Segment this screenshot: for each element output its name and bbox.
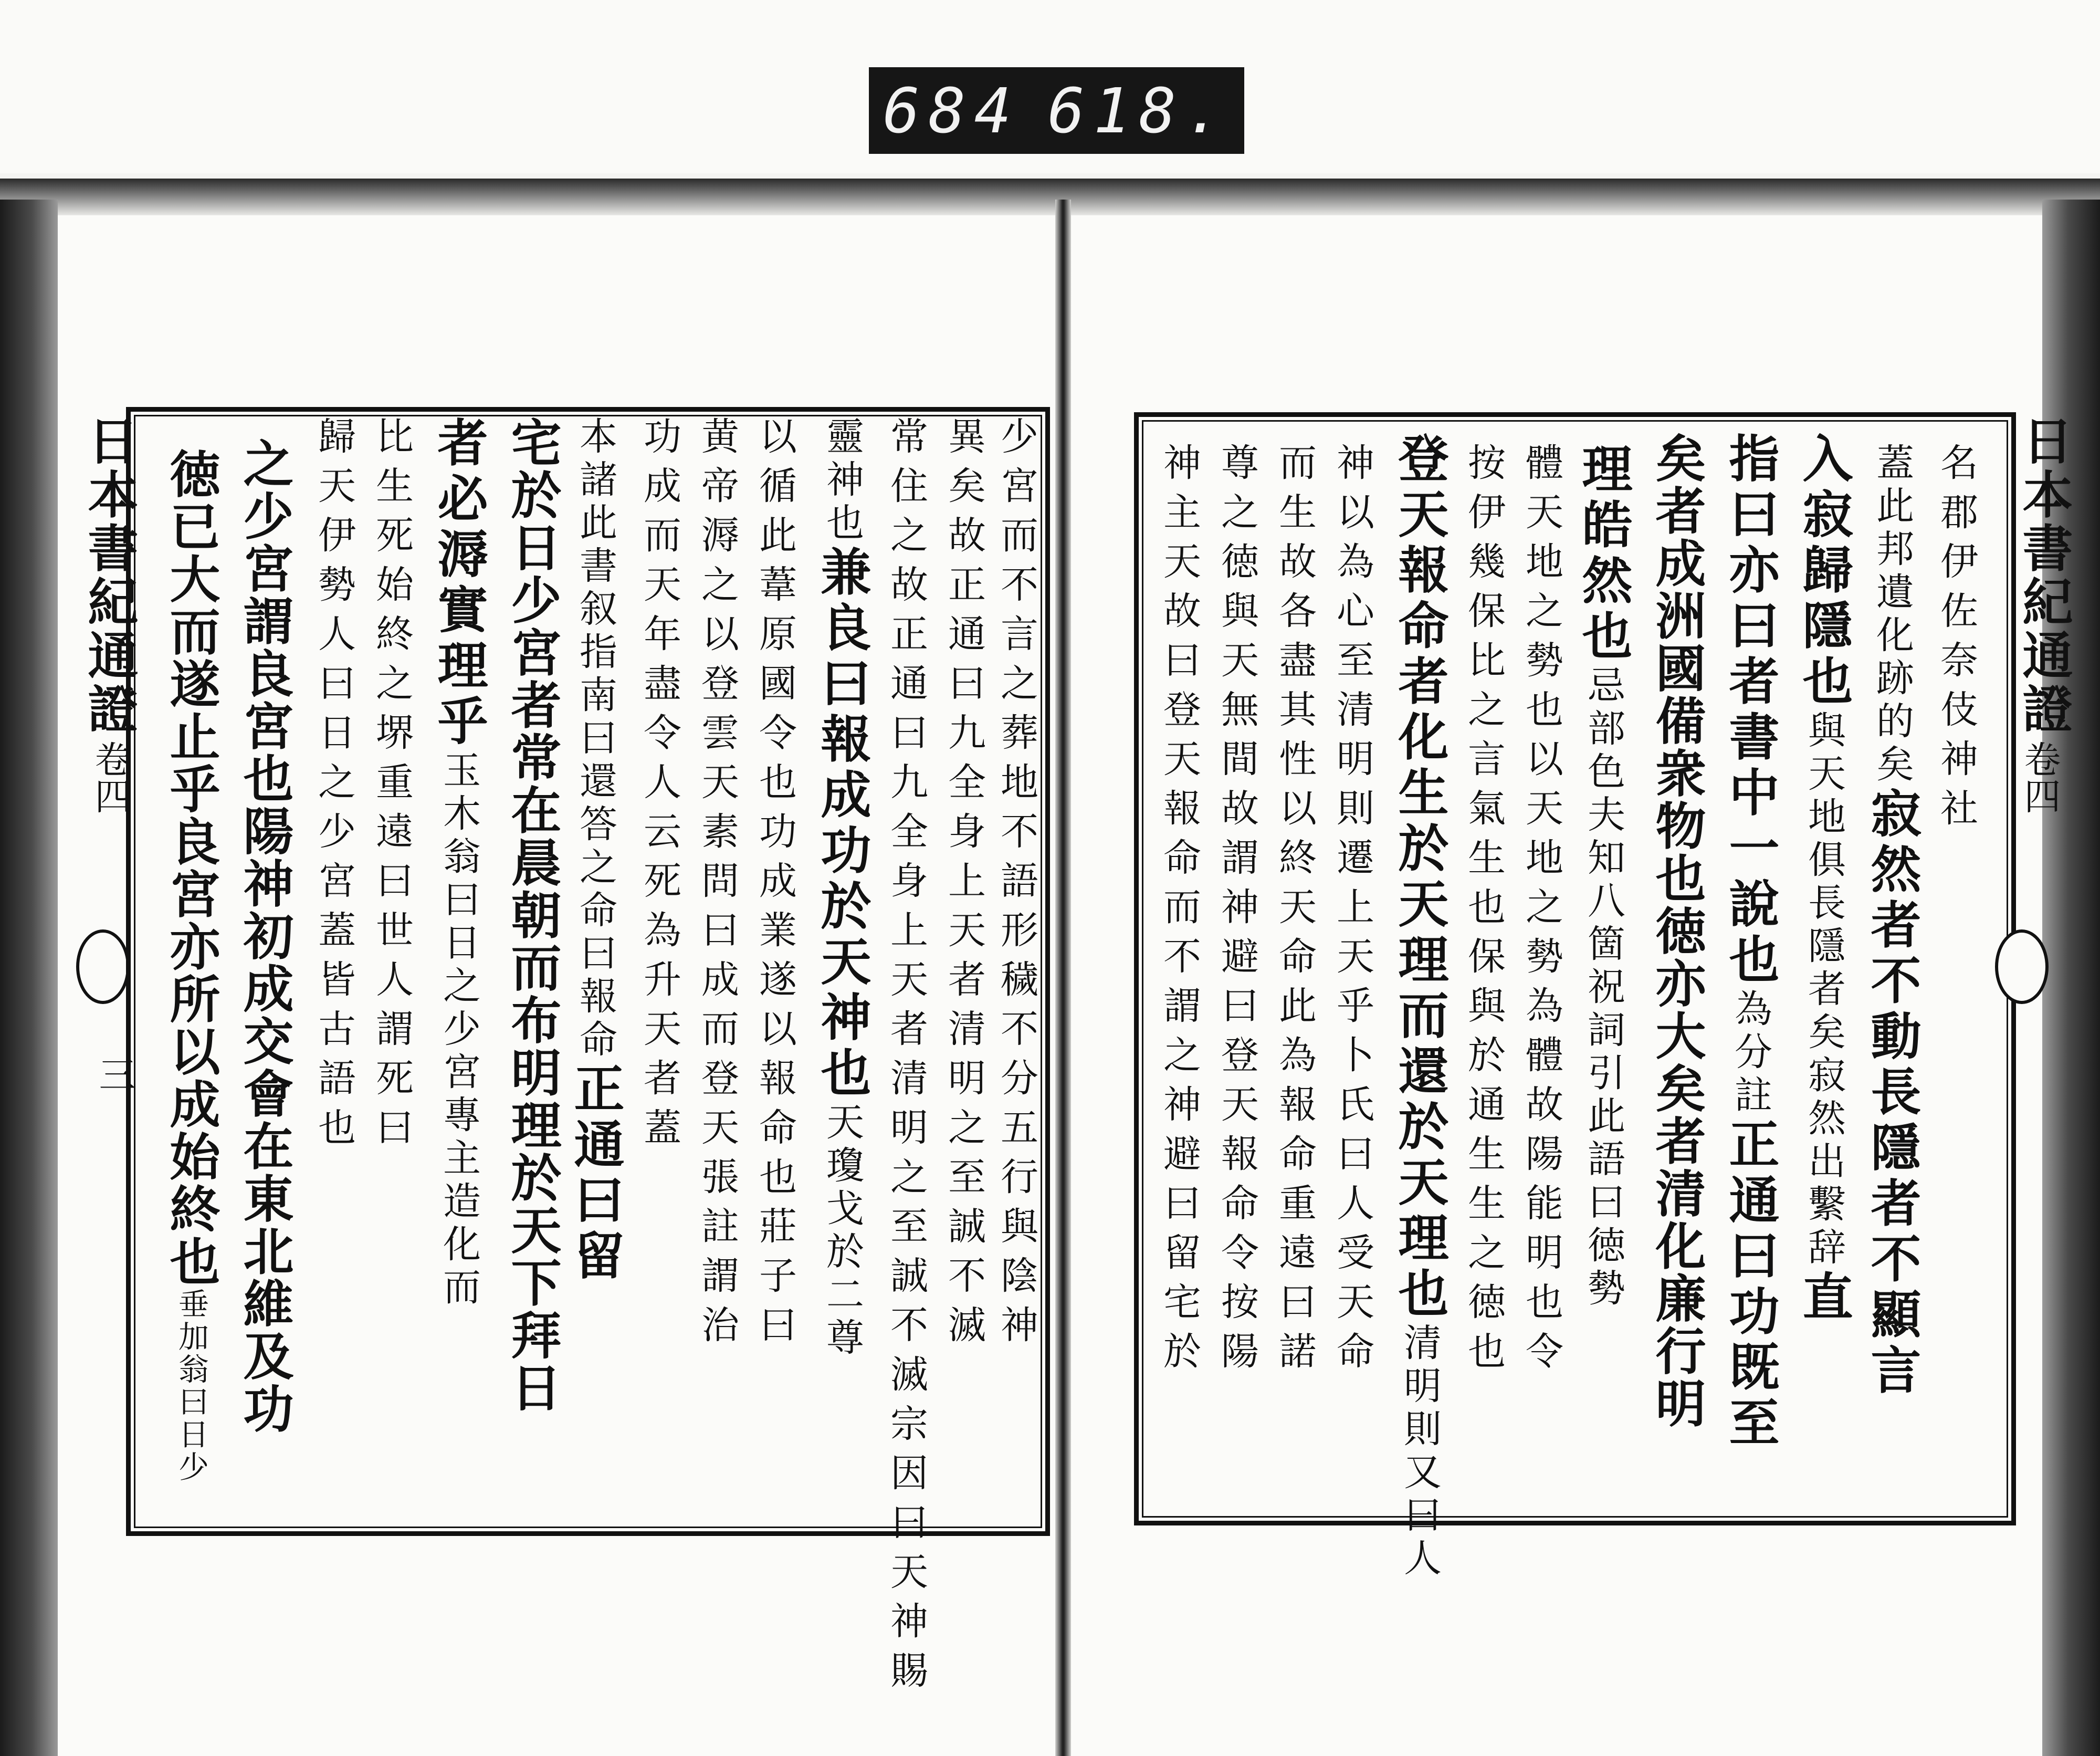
left-col-2: 之少宮謂良宮也陽神初成交會在東北維及功 — [235, 437, 295, 1435]
left-page — [58, 215, 1055, 1756]
right-col-5: 登天報命者化生於天理而還於天理也清明則又曰人 — [1390, 432, 1450, 1581]
left-col-8: 功成而天年盡令人云死為升天者蓋 — [637, 416, 681, 1157]
right-inner-frame — [1142, 420, 2008, 1581]
archive-number-right: 618. — [1047, 74, 1231, 147]
left-spine-title: 日本書紀通證 — [80, 415, 139, 736]
right-col-7: 體天地之勢也以天地之勢為體故陽能明也令 — [1519, 443, 1563, 1381]
right-col-9: 矣者成洲國備衆物也徳亦大矣者清化廉行明 — [1647, 432, 1707, 1430]
book-top-edge — [0, 179, 2100, 215]
left-col-1: 徳已大而遂止乎良宮亦所以成始終也垂加翁曰日少 — [162, 448, 221, 1483]
right-page — [1071, 215, 2074, 1756]
page-notch — [76, 929, 130, 1004]
right-text-frame — [1134, 412, 2016, 1581]
left-inner-frame — [134, 415, 1042, 1700]
right-col-8: 理皓然也忌部色夫知八箇祝詞引此語曰徳勢 — [1574, 443, 1633, 1311]
right-spine-volume: 卷四 — [2018, 740, 2061, 814]
left-col-9: 黄帝溽之以登雲天素問曰成而登天張註謂治 — [695, 416, 739, 1354]
right-col-4: 神以為心至清明則遷上天乎卜氏曰人受天命 — [1330, 443, 1374, 1381]
left-col-4: 比生死始終之堺重遠曰世人謂死曰 — [370, 416, 414, 1157]
right-col-6: 按伊幾保比之言氣生也保與於通生生之徳也 — [1462, 443, 1506, 1381]
left-col-10: 以循此葦原國令也功成業遂以報命也莊子曰 — [753, 416, 797, 1354]
left-col-14: 少宮而不言之葬地不語形穢不分五行與陰神 — [994, 416, 1038, 1354]
right-col-10: 指曰亦曰者書中一說也為分註正通曰功既至 — [1721, 432, 1780, 1452]
left-col-6: 宅於日少宮者常在晨朝而布明理於天下拜日 — [503, 416, 562, 1414]
right-col-12: 蓋此邦遺化跡的矣寂然者不動長隱者不顯言 — [1863, 443, 1922, 1399]
left-folio: 三 — [93, 1055, 136, 1092]
page-notch-right — [1995, 929, 2049, 1004]
left-page-edge — [0, 200, 58, 1756]
left-spine-volume: 卷四 — [89, 740, 132, 814]
left-col-13: 異矣故正通曰九全身上天者清明之至誠不滅 — [942, 416, 986, 1354]
left-col-11: 靈神也兼良曰報成功於天神也天瓊戈於二尊 — [813, 416, 872, 1361]
right-col-1: 神主天故曰登天報命而不謂之神避曰留宅於 — [1157, 443, 1201, 1381]
left-col-3: 歸天伊勢人曰日之少宮蓋皆古語也 — [312, 416, 356, 1157]
book-gutter — [1055, 200, 1071, 1756]
right-col-2: 尊之徳與天無間故謂神避曰登天報命令按陽 — [1215, 443, 1259, 1381]
right-col-13: 名郡伊佐奈伎神社 — [1934, 443, 1978, 838]
right-col-11: 入寂歸隱也與天地俱長隱者矣寂然出繫辞直 — [1794, 432, 1854, 1326]
left-col-5: 者必溽實理乎玉木翁曰日之少宮專主造化而 — [429, 416, 489, 1310]
archive-number-left: 684 — [883, 74, 1020, 147]
left-text-frame — [126, 407, 1050, 1700]
right-spine-title: 日本書紀通證 — [2014, 415, 2074, 736]
left-col-7: 本諸此書叙指南曰還答之命曰報命正通曰留 — [566, 416, 625, 1285]
left-col-12: 常住之故正通曰九全身上天者清明之至誠不滅宗因曰天神賜 — [884, 416, 928, 1700]
archive-number-label — [869, 67, 1244, 154]
right-col-3: 而生故各盡其性以終天命此為報命重遠曰諾 — [1273, 443, 1317, 1381]
